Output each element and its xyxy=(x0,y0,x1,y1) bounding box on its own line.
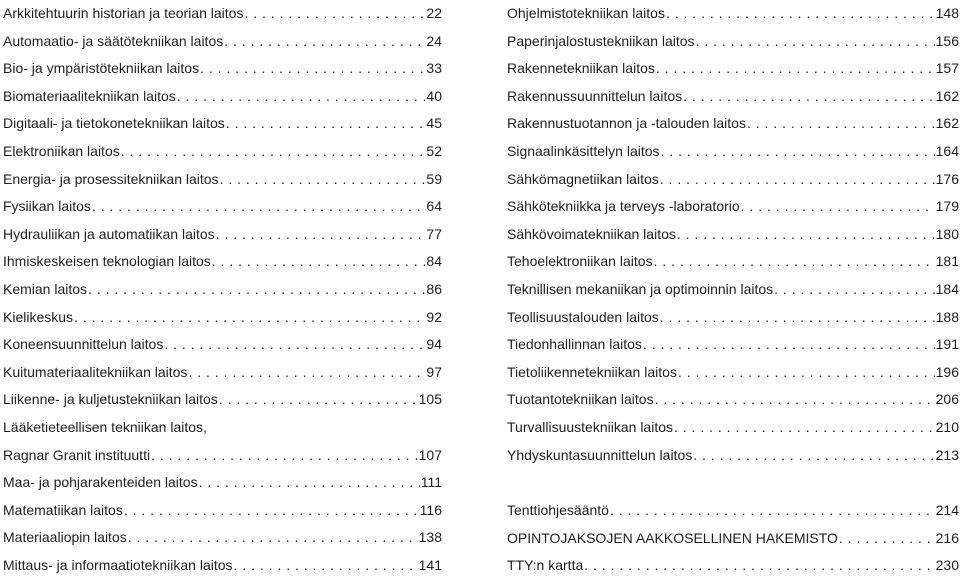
toc-entry-page: 105 xyxy=(418,391,442,408)
toc-entry-label: Elektroniikan laitos xyxy=(3,142,120,159)
section-spacer xyxy=(507,469,959,497)
toc-entry-page: 230 xyxy=(935,557,959,574)
toc-entry-page: 210 xyxy=(935,418,959,435)
toc-entry-label: Rakennetekniikan laitos xyxy=(507,60,655,77)
toc-entry-page: 86 xyxy=(426,280,442,297)
leader-dots xyxy=(584,552,934,580)
toc-entry-label: Biomateriaalitekniikan laitos xyxy=(3,87,176,104)
toc-entry-label: Ohjelmistotekniikan laitos xyxy=(507,5,665,21)
toc-entry-page: 148 xyxy=(935,5,959,21)
leader-dots xyxy=(693,442,934,470)
toc-entry-label: Signaalinkäsittelyn laitos xyxy=(507,142,660,159)
toc-entry[interactable] xyxy=(3,138,442,166)
toc-entry[interactable] xyxy=(507,304,959,332)
toc-entry-page: 24 xyxy=(426,32,442,49)
toc-entry-label: Tuotantotekniikan laitos xyxy=(507,391,654,408)
toc-entry[interactable] xyxy=(507,525,959,553)
leader-dots xyxy=(655,386,935,414)
toc-entry-page: 157 xyxy=(935,60,959,77)
leader-dots xyxy=(200,55,425,83)
leader-dots xyxy=(660,166,935,194)
toc-entry-page: 45 xyxy=(426,115,442,132)
toc-entry[interactable] xyxy=(507,414,959,442)
toc-entry-label: Tiedonhallinnan laitos xyxy=(507,336,642,353)
toc-entry-page: 164 xyxy=(935,142,959,159)
toc-entry-page: 64 xyxy=(426,198,442,215)
toc-entry-label: Sähkömagnetiikan laitos xyxy=(507,170,659,187)
toc-entry[interactable] xyxy=(507,552,959,580)
toc-entry[interactable] xyxy=(3,110,442,138)
toc-entry-page: 181 xyxy=(935,253,959,270)
toc-entry-page: 216 xyxy=(935,529,959,546)
leader-dots xyxy=(234,552,418,580)
toc-entry[interactable] xyxy=(507,166,959,194)
toc-entry-label: Tenttiohjesääntö xyxy=(507,502,609,519)
toc-entry-page: 176 xyxy=(935,170,959,187)
toc-entry-label: Kemian laitos xyxy=(3,280,88,297)
toc-entry-page: 162 xyxy=(935,87,959,104)
leader-dots xyxy=(212,248,426,276)
leader-dots xyxy=(177,83,426,111)
toc-entry[interactable] xyxy=(507,497,959,525)
toc-entry[interactable] xyxy=(3,497,442,525)
toc-entry-page: 206 xyxy=(935,391,959,408)
toc-entry-label: Ihmiskeskeisen teknologian laitos xyxy=(3,253,211,270)
toc-entry-page: 179 xyxy=(935,198,959,215)
leader-dots xyxy=(88,276,425,304)
toc-entry-page: 111 xyxy=(420,474,442,491)
toc-right-column xyxy=(507,0,959,580)
toc-entry[interactable] xyxy=(3,0,442,28)
leader-dots xyxy=(683,83,935,111)
toc-entry-page: 22 xyxy=(426,5,442,21)
leader-dots xyxy=(660,304,935,332)
toc-entry-label: Teknillisen mekaniikan ja optimoinnin laitos xyxy=(507,280,774,297)
toc-entry[interactable] xyxy=(507,55,959,83)
toc-entry[interactable] xyxy=(3,193,442,221)
toc-entry[interactable] xyxy=(3,359,442,387)
toc-entry-page: 107 xyxy=(418,446,442,463)
leader-dots xyxy=(741,193,935,221)
toc-entry-label: Liikenne- ja kuljetustekniikan laitos xyxy=(3,391,218,408)
toc-entry[interactable] xyxy=(3,469,442,497)
toc-entry-page: 84 xyxy=(426,253,442,270)
leader-dots xyxy=(747,110,935,138)
leader-dots xyxy=(92,193,426,221)
leader-dots xyxy=(226,110,426,138)
toc-entry[interactable] xyxy=(507,28,959,56)
toc-entry[interactable] xyxy=(3,331,442,359)
toc-entry-label: Materiaaliopin laitos xyxy=(3,529,127,546)
leader-dots xyxy=(74,304,425,332)
toc-entry-page: 40 xyxy=(426,87,442,104)
leader-dots xyxy=(244,0,425,28)
toc-entry[interactable] xyxy=(507,138,959,166)
toc-entry-label: Sähkövoimatekniikan laitos xyxy=(507,225,676,242)
toc-entry-label: Maa- ja pohjarakenteiden laitos xyxy=(3,474,198,491)
toc-entry-page: 213 xyxy=(935,446,959,463)
toc-entry-page: 138 xyxy=(418,529,442,546)
toc-entry-page: 188 xyxy=(935,308,959,325)
leader-dots xyxy=(643,331,935,359)
toc-entry-page: 196 xyxy=(935,363,959,380)
toc-entry[interactable] xyxy=(3,166,442,194)
toc-entry-page: 184 xyxy=(935,280,959,297)
leader-dots xyxy=(656,55,935,83)
toc-entry[interactable] xyxy=(3,552,442,580)
leader-dots xyxy=(654,248,935,276)
toc-entry[interactable] xyxy=(507,0,959,28)
toc-entry[interactable] xyxy=(507,276,959,304)
toc-entry-label: Arkkitehtuurin historian ja teorian laitos xyxy=(3,5,244,21)
toc-entry[interactable] xyxy=(507,331,959,359)
leader-dots xyxy=(224,28,425,56)
toc-entry[interactable] xyxy=(507,221,959,249)
toc-entry[interactable] xyxy=(507,193,959,221)
leader-dots xyxy=(678,359,935,387)
leader-dots xyxy=(839,525,935,553)
leader-dots xyxy=(661,138,935,166)
toc-entry[interactable] xyxy=(507,386,959,414)
toc-entry[interactable] xyxy=(3,248,442,276)
toc-entry-page: 162 xyxy=(935,115,959,132)
toc-entry[interactable] xyxy=(3,28,442,56)
toc-entry[interactable] xyxy=(3,83,442,111)
toc-entry[interactable] xyxy=(507,83,959,111)
toc-entry-label: Matematiikan laitos xyxy=(3,501,123,518)
toc-entry[interactable] xyxy=(3,524,442,552)
toc-entry-label: Tietoliikennetekniikan laitos xyxy=(507,363,677,380)
toc-entry-label: Paperinjalostustekniikan laitos xyxy=(507,32,695,49)
toc-entry[interactable] xyxy=(3,442,442,470)
toc-entry[interactable] xyxy=(3,386,442,414)
toc-entry-label: Rakennustuotannon ja -talouden laitos xyxy=(507,115,746,132)
toc-entry[interactable] xyxy=(3,221,442,249)
toc-entry[interactable] xyxy=(507,442,959,470)
toc-entry-label: Fysiikan laitos xyxy=(3,198,91,215)
toc-entry[interactable] xyxy=(507,110,959,138)
toc-entry-label: Mittaus- ja informaatiotekniikan laitos xyxy=(3,556,233,573)
toc-entry-label: Bio- ja ympäristötekniikan laitos xyxy=(3,60,200,77)
toc-entry-label: TTY:n kartta xyxy=(507,557,584,574)
toc-entry-page: 214 xyxy=(935,502,959,519)
leader-dots xyxy=(666,0,935,28)
toc-entry-first-line[interactable] xyxy=(3,414,442,442)
toc-entry-page: 59 xyxy=(426,170,442,187)
toc-entry-label: OPINTOJAKSOJEN AAKKOSELLINEN HAKEMISTO xyxy=(507,529,838,546)
leader-dots xyxy=(128,524,418,552)
toc-entry-page: 94 xyxy=(426,336,442,353)
toc-entry-label: Turvallisuustekniikan laitos xyxy=(507,418,673,435)
leader-dots xyxy=(220,166,426,194)
toc-entry-label: Kuitumateriaalitekniikan laitos xyxy=(3,363,188,380)
toc-entry-page: 180 xyxy=(935,225,959,242)
toc-entry-label: Energia- ja prosessitekniikan laitos xyxy=(3,170,219,187)
toc-entry-label: Lääketieteellisen tekniikan laitos, xyxy=(3,418,207,435)
toc-entry-page: 116 xyxy=(419,501,442,518)
leader-dots xyxy=(124,497,419,525)
toc-left-column xyxy=(3,0,442,579)
toc-entry-label: Automaatio- ja säätötekniikan laitos xyxy=(3,32,224,49)
toc-entry-label: Hydrauliikan ja automatiikan laitos xyxy=(3,225,215,242)
toc-entry-label: Kielikeskus xyxy=(3,308,74,325)
toc-entry[interactable] xyxy=(507,359,959,387)
leader-dots xyxy=(216,221,426,249)
toc-entry-page: 92 xyxy=(426,308,442,325)
toc-entry-page: 97 xyxy=(426,363,442,380)
toc-entry-page: 191 xyxy=(935,336,959,353)
toc-entry-page: 33 xyxy=(426,60,442,77)
leader-dots xyxy=(610,497,935,525)
toc-entry-label: Koneensuunnittelun laitos xyxy=(3,336,164,353)
toc-entry-label: Ragnar Granit instituutti xyxy=(3,446,151,463)
leader-dots xyxy=(188,359,425,387)
toc-entry[interactable] xyxy=(3,304,442,332)
leader-dots xyxy=(151,442,418,470)
toc-entry-page: 77 xyxy=(426,225,442,242)
leader-dots xyxy=(199,469,420,497)
toc-entry[interactable] xyxy=(3,276,442,304)
toc-entry-label: Sähkötekniikka ja terveys -laboratorio xyxy=(507,198,740,215)
leader-dots xyxy=(674,414,935,442)
toc-entry-label: Tehoelektroniikan laitos xyxy=(507,253,653,270)
leader-dots xyxy=(677,221,935,249)
toc-entry-label: Rakennussuunnittelun laitos xyxy=(507,87,683,104)
toc-entry-label: Teollisuustalouden laitos xyxy=(507,308,659,325)
leader-dots xyxy=(696,28,935,56)
toc-entry-page: 156 xyxy=(935,32,959,49)
toc-entry-page: 52 xyxy=(426,142,442,159)
leader-dots xyxy=(164,331,425,359)
toc-entry-label: Yhdyskuntasuunnittelun laitos xyxy=(507,446,693,463)
toc-entry-page: 141 xyxy=(418,556,442,573)
leader-dots xyxy=(774,276,935,304)
toc-entry-label: Digitaali- ja tietokonetekniikan laitos xyxy=(3,115,225,132)
toc-entry[interactable] xyxy=(507,248,959,276)
leader-dots xyxy=(121,138,426,166)
toc-entry[interactable] xyxy=(3,55,442,83)
leader-dots xyxy=(219,386,418,414)
